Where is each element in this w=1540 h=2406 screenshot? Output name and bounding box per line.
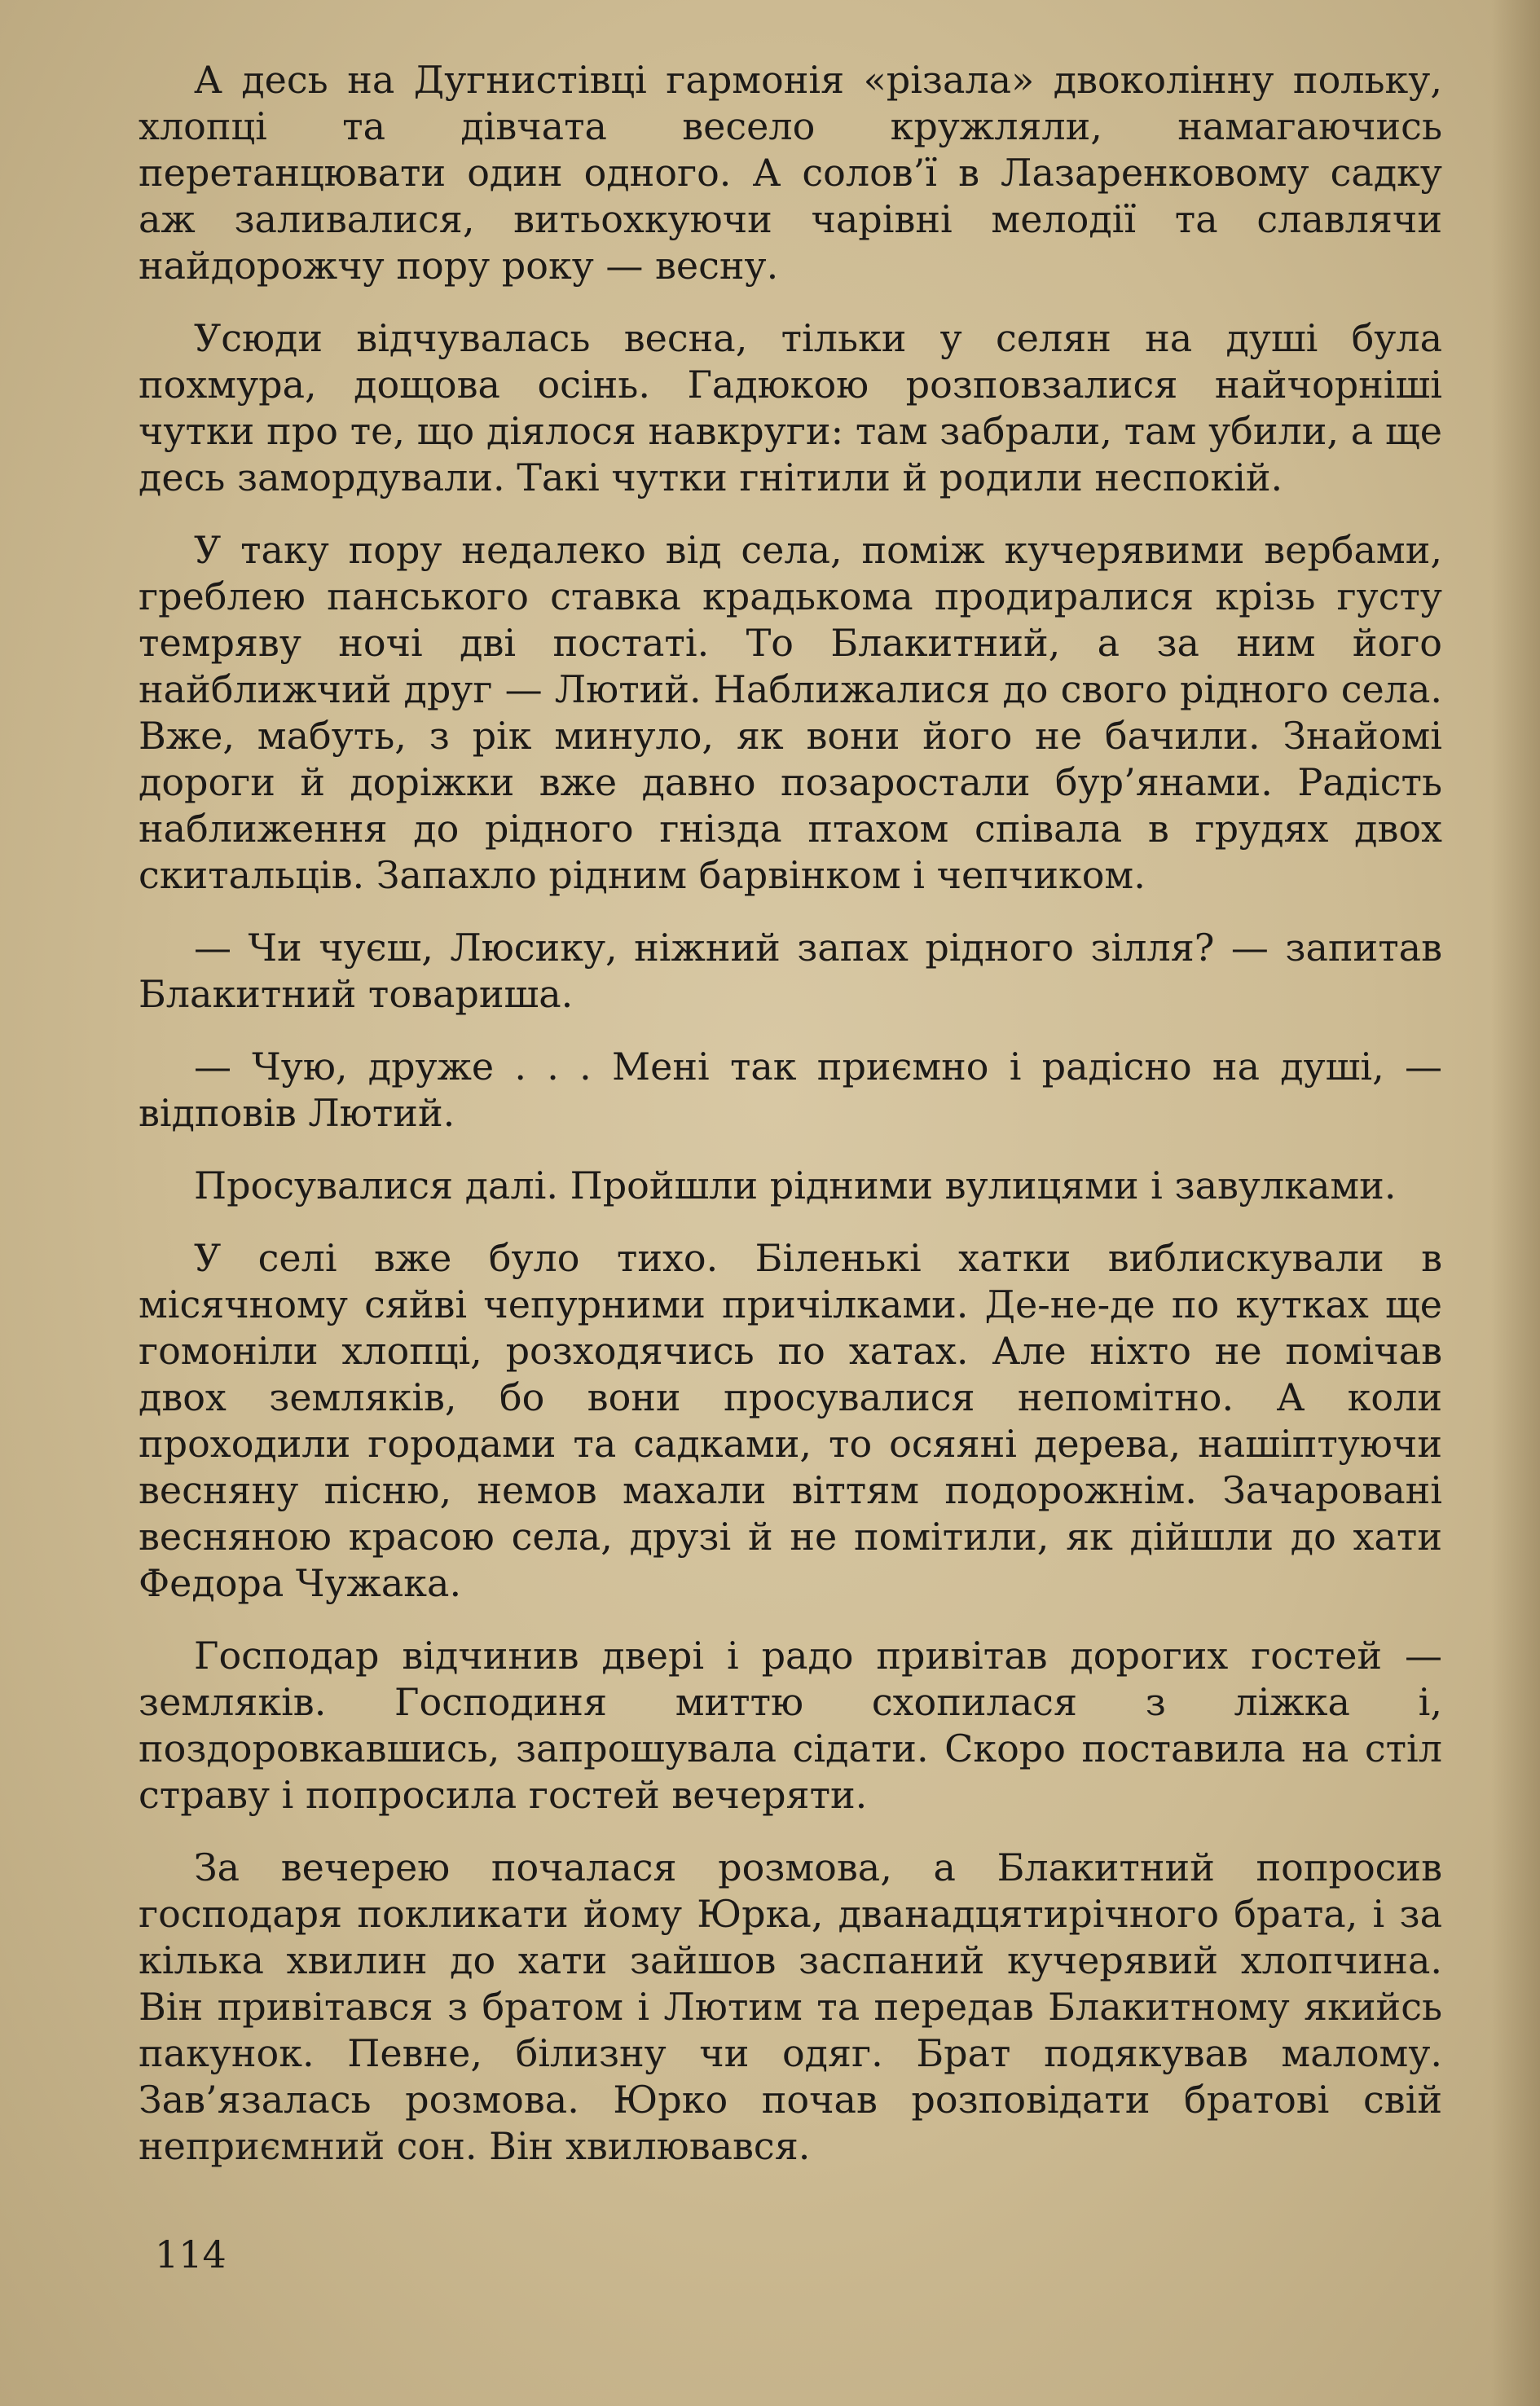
paragraph-7: У селі вже було тихо. Біленькі хатки виблискували в місячному сяйві чепурними причілками. Де-не-де по кутках ще гомоніли хлопці, розходячись по хатах. Але ніхто не помічав двох земляків, бо вони просувалися непомітно. А коли проходили городами та садками, то осяяні дерева, нашіптуючи весняну пісню, немов махали віттям подорожнім. Зачаровані весняною красою села, друзі й не помітили, як дійшли до хати Федора Чужака.: [139, 1236, 1442, 1605]
paragraph-1: А десь на Дугнистівці гармонія «різала» двоколінну польку, хлопці та дівчата весело кружляли, намагаючись перетанцювати один одного. А солов’ї в Лазаренковому садку аж заливалися, витьохкуючи чарівні мелодії та славлячи найдорожчу пору року — весну.: [139, 58, 1442, 288]
paragraph-9: За вечерею почалася розмова, а Блакитний попросив господаря покликати йому Юрка, дванадцятирічного брата, і за кілька хвилин до хати зайшов заспаний кучерявий хлопчина. Він привітався з братом і Лютим та передав Блакитному якийсь пакунок. Певне, білизну чи одяг. Брат подякував малому. Зав’язалась розмова. Юрко почав розповідати братові свій неприємний сон. Він хвилювався.: [139, 1845, 1442, 2168]
paragraph-6: Просувалися далі. Пройшли рідними вулицями і завулками.: [194, 1163, 1397, 1207]
paragraph-4: — Чи чуєш, Люсику, ніжний запах рідного зілля? — запитав Блакитний товариша.: [139, 926, 1442, 1016]
body-text: [139, 57, 1442, 2196]
paragraph-5: — Чую, друже . . . Мені так приємно і радісно на душі, — відповів Лютий.: [139, 1045, 1442, 1135]
page-number: 114: [155, 2232, 227, 2276]
paragraph-2: Усюди відчувалась весна, тільки у селян на душі була похмура, дощова осінь. Гадюкою розповзалися найчорніші чутки про те, що діялося навкруги: там забрали, там убили, а ще десь замордували. Такі чутки гнітили й родили неспокій.: [139, 316, 1442, 499]
paragraph-8: Господар відчинив двері і радо привітав дорогих гостей — земляків. Господиня миттю схопилася з ліжка і, поздоровкавшись, запрошувала сідати. Скоро поставила на стіл страву і попросила гостей вечеряти.: [139, 1634, 1442, 1817]
paragraph-3: У таку пору недалеко від села, поміж кучерявими вербами, греблею панського ставка крадькома продиралися крізь густу темряву ночі дві постаті. То Блакитний, а за ним його найближчий друг — Лютий. Наближалися до свого рідного села. Вже, мабуть, з рік минуло, як вони його не бачили. Знайомі дороги й доріжки вже давно позаростали бур’янами. Радість наближення до рідного гнізда птахом співала в грудях двох скитальців. Запахло рідним барвінком і чепчиком.: [139, 528, 1442, 897]
page-edge-shadow: [1491, 0, 1540, 2406]
